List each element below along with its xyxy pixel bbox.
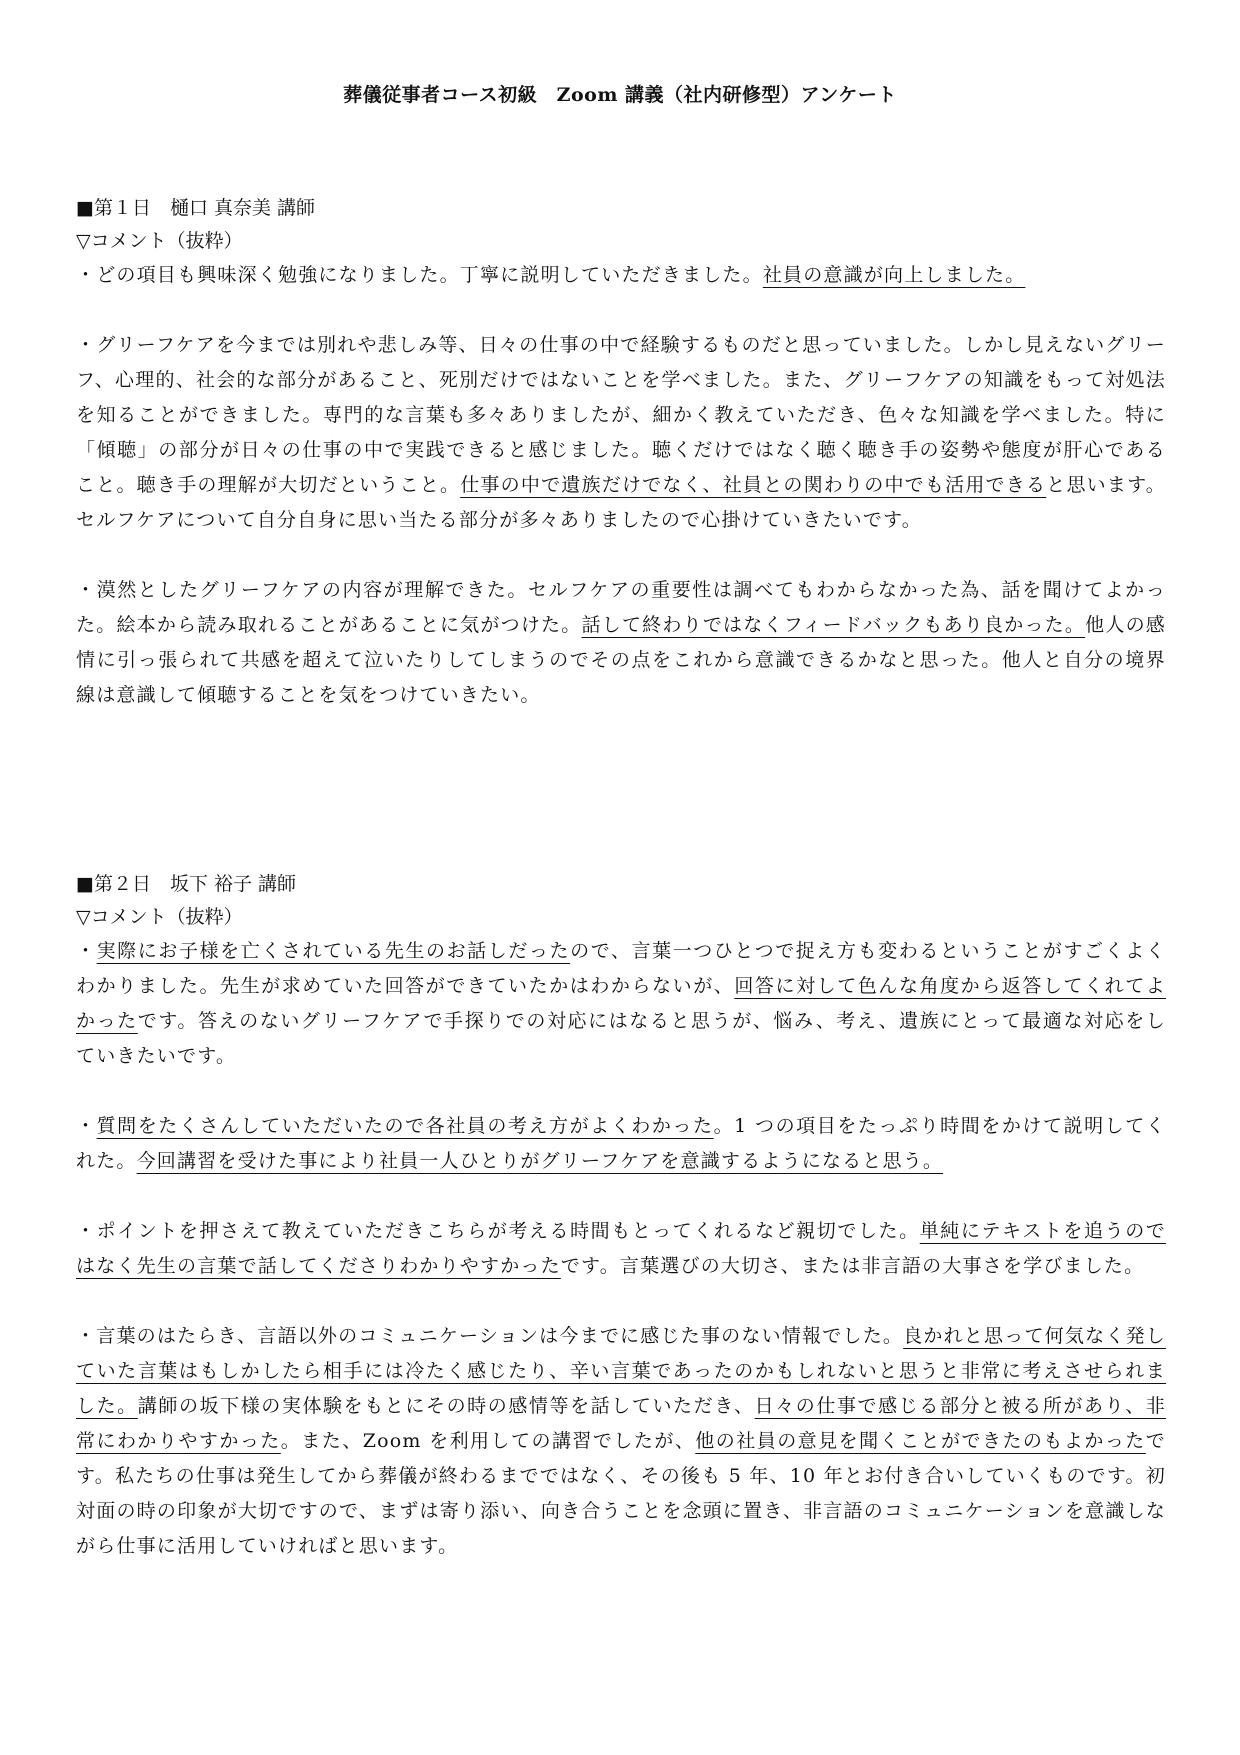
section-heading: ■第２日 坂下 裕子 講師 — [76, 873, 297, 895]
section-day-2 — [76, 868, 1166, 1564]
comment-item — [76, 1214, 1166, 1284]
comment-label: ▽コメント（抜粋） — [76, 230, 243, 252]
comment-item — [76, 934, 1166, 1074]
section-heading: ■第１日 樋口 真奈美 講師 — [76, 197, 316, 219]
comment-text: です。答えのないグリーフケアで手探りでの対応にはなると思うが、悩み、考え、遺族にとって最適な対応をしていきたいです。 — [76, 1010, 1167, 1067]
comment-text: です。言葉選びの大切さ、または非言語の大事さを学びました。 — [560, 1255, 1145, 1277]
underlined-text: 回答に対して色んな角度から返答してくれてよかった — [76, 975, 1167, 1032]
comment-text: ・ポイントを押さえて教えていただきこちらが考える時間もとってくれるなど親切でした。 — [76, 1220, 920, 1242]
comment-label: ▽コメント（抜粋） — [76, 906, 243, 928]
comment-text: ・どの項目も興味深く勉強になりました。丁寧に説明していただきました。 — [76, 264, 763, 286]
underlined-text: 日々の仕事で感じる部分と被る所があり、非常にわかりやすかった — [76, 1395, 1166, 1452]
underlined-text: 単純にテキストを追うのではなく先生の言葉で話してくださりわかりやすかった — [76, 1220, 1166, 1277]
comment-text: 。また、Zoom を利用しての講習でしたが、 — [280, 1430, 696, 1452]
comment-text: ・グリーフケアを今までは別れや悲しみ等、日々の仕事の中で経験するものだと思っていました。しかし見えないグリーフ、心理的、社会的な部分があること、死別だけではないことを学べました。また、グリーフケアの知識をもって対処法を知ることができました。専門的な言葉も多々ありましたが、細かく教えていただき、色々な知識を学べました。特に「傾聴」の部分が日々の仕事の中で実践できると感じました。聴くだけではなく聴く聴き手の姿勢や態度が肝心であること。聴き手の理解が大切だということ。 — [76, 334, 1166, 496]
comment-text: です。私たちの仕事は発生してから葬儀が終わるまでではなく、その後も 5 年、10 年とお付き合いしていくものです。初対面の時の印象が大切ですので、まずは寄り添い、向き合うことを念頭に置き、非言語のコミュニケーションを意識しながら仕事に活用していければと思います。 — [76, 1430, 1166, 1557]
underlined-text: 今回講習を受けた事により社員一人ひとりがグリーフケアを意識するようになると思う。 — [136, 1150, 944, 1172]
comment-text: ・ — [76, 940, 97, 962]
comment-text: と思います。セルフケアについて自分自身に思い当たる部分が多々ありましたので心掛けていきたいです。 — [76, 474, 1167, 531]
comment-text: ・漠然としたグリーフケアの内容が理解できた。セルフケアの重要性は調べてもわからなかった為、話を聞けてよかった。絵本から読み取れることがあることに気がつけた。 — [76, 579, 1166, 636]
comment-list — [76, 258, 1166, 713]
underlined-text: 仕事の中で遺族だけでなく、社員との関わりの中でも活用できる — [460, 474, 1047, 496]
underlined-text: 話して終わりではなくフィードバックもあり良かった。 — [581, 614, 1086, 636]
underlined-text: 他の社員の意見を聞くことができたのもよかった — [695, 1430, 1146, 1452]
underlined-text: 社員の意識が向上しました。 — [762, 264, 1026, 286]
underlined-text: 良かれと思って何気なく発していた言葉はもしかしたら相手には冷たく感じたり、辛い言葉であったのかもしれないと思うと非常に考えさせられました。 — [76, 1325, 1166, 1417]
comment-list — [76, 934, 1166, 1564]
underlined-text: 実際にお子様を亡くされている先生のお話しだった — [96, 940, 571, 962]
comment-text: 講師の坂下様の実体験をもとにその時の感情等を話していただき、 — [137, 1395, 755, 1417]
comment-text: 他人の感情に引っ張られて共感を超えて泣いたりしてしまうのでその点をこれから意識できるかなと思った。他人と自分の境界線は意識して傾聴することを気をつけていきたい。 — [76, 614, 1166, 706]
document-title: 葬儀従事者コース初級 Zoom 講義（社内研修型）アンケート — [343, 84, 897, 106]
comment-item — [76, 573, 1166, 713]
comment-text: 。1 つの項目をたっぷり時間をかけて説明してくれた。 — [76, 1115, 1166, 1172]
comment-text: ので、言葉一つひとつで捉え方も変わるということがすごくよくわかりました。先生が求めていた回答ができていたかはわからないが、 — [76, 940, 1166, 997]
comment-item — [76, 1109, 1166, 1179]
underlined-text: 質問をたくさんしていただいたので各社員の考え方がよくわかった — [96, 1115, 714, 1137]
comment-item — [76, 1319, 1166, 1564]
comment-item — [76, 328, 1166, 538]
comment-item — [76, 258, 1166, 293]
comment-text: ・ — [76, 1115, 97, 1137]
section-day-1 — [76, 192, 1166, 713]
comment-text: ・言葉のはたらき、言語以外のコミュニケーションは今までに感じた事のない情報でした。 — [76, 1325, 904, 1347]
